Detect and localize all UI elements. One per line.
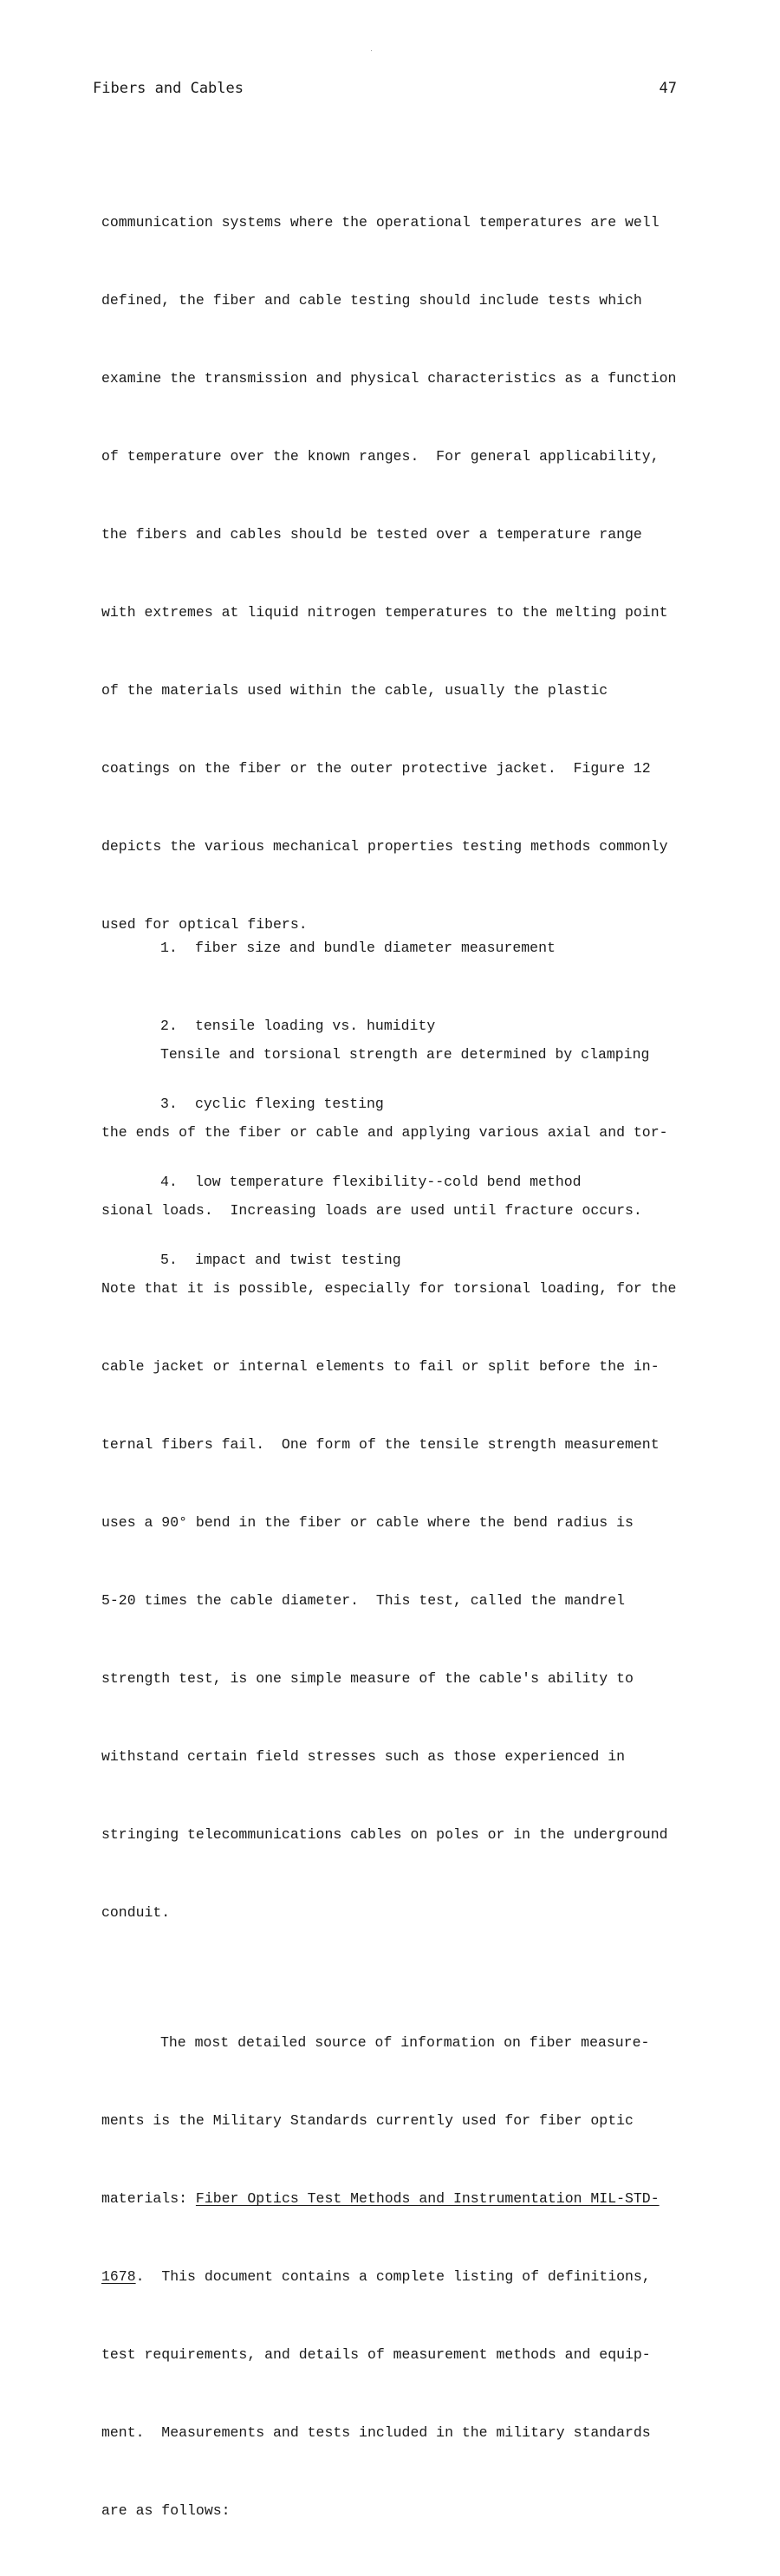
list-number: 4. (160, 1174, 178, 1190)
paragraph-1-line: communication systems where the operational temperatures are well (101, 214, 660, 231)
list-item (160, 935, 582, 961)
paragraph-1-line: of temperature over the known ranges. For general applicability, (101, 448, 660, 465)
running-header (93, 80, 677, 106)
citation-tail: . This document contains a complete listing of definitions, (135, 2268, 651, 2285)
paragraph-3-line: The most detailed source of information on fiber measure- (160, 2034, 650, 2051)
header-title: Fibers and Cables (93, 80, 244, 97)
page-number: 47 (659, 80, 677, 97)
list-number: 1. (160, 940, 178, 956)
list-number: 3. (160, 1096, 178, 1112)
paragraph-2-line: stringing telecommunications cables on poles or in the underground (101, 1826, 668, 1843)
list-text: tensile loading vs. humidity (195, 1018, 436, 1034)
list-text: low temperature flexibility--cold bend method (195, 1174, 582, 1190)
paragraph-1-line: coatings on the fiber or the outer protective jacket. Figure 12 (101, 760, 651, 777)
list-text: cyclic flexing testing (195, 1096, 384, 1112)
list-number: 2. (160, 1018, 178, 1034)
paragraph-2-line: conduit. (101, 1904, 171, 1921)
tests-list (160, 883, 582, 1325)
paragraph-2-line: 5-20 times the cable diameter. This test, called the mandrel (101, 1592, 625, 1609)
list-item (160, 1013, 582, 1039)
paragraph-3-line: are as follows: (101, 2502, 231, 2519)
paragraph-2-line: sional loads. Increasing loads are used until fracture occurs. (101, 1202, 642, 1219)
paragraph-3-line: test requirements, and details of measurement methods and equip- (101, 2346, 651, 2363)
list-text: impact and twist testing (195, 1252, 401, 1268)
paragraph-2-line: withstand certain field stresses such as those experienced in (101, 1748, 625, 1765)
paragraph-1-line: examine the transmission and physical characteristics as a function (101, 370, 677, 387)
paragraph-1-line: used for optical fibers. (101, 916, 308, 933)
paragraph-1-line: the fibers and cables should be tested over a temperature range (101, 526, 642, 543)
paragraph-1-line: of the materials used within the cable, usually the plastic (101, 682, 608, 699)
paragraph-2-line: cable jacket or internal elements to fail or split before the in- (101, 1358, 660, 1375)
paragraph-1-line: with extremes at liquid nitrogen temperatures to the melting point (101, 604, 668, 621)
citation-title-cont: 1678 (101, 2268, 136, 2285)
paragraph-3-line (101, 2264, 682, 2290)
paragraph-2-line: Tensile and torsional strength are determined by clamping (160, 1046, 650, 1063)
citation-title: Fiber Optics Test Methods and Instrumentation MIL-STD- (195, 2190, 660, 2207)
body-text (101, 132, 682, 2576)
paragraph-2-line: ternal fibers fail. One form of the tensile strength measurement (101, 1436, 660, 1453)
paragraph-2-line: Note that it is possible, especially for torsional loading, for the (101, 1280, 677, 1297)
list-number: 5. (160, 1252, 178, 1268)
list-item (160, 1091, 582, 1117)
list-text: fiber size and bundle diameter measurement (195, 940, 556, 956)
paragraph-2-line: the ends of the fiber or cable and applying various axial and tor- (101, 1124, 668, 1141)
paragraph-3-line: ments is the Military Standards currently used for fiber optic (101, 2112, 634, 2129)
paragraph-1-line: defined, the fiber and cable testing should include tests which (101, 292, 642, 309)
scan-mark (371, 50, 372, 51)
paragraph-3-line: ment. Measurements and tests included in the military standards (101, 2424, 651, 2441)
paragraph-1-line: depicts the various mechanical properties testing methods commonly (101, 838, 668, 855)
list-item (160, 1247, 582, 1273)
paragraph-2-line: uses a 90° bend in the fiber or cable where the bend radius is (101, 1514, 634, 1531)
citation-lead: materials: (101, 2190, 196, 2207)
paragraph-3-line (101, 2186, 682, 2212)
paragraph-2-line: strength test, is one simple measure of the cable's ability to (101, 1670, 634, 1687)
list-item (160, 1169, 582, 1195)
